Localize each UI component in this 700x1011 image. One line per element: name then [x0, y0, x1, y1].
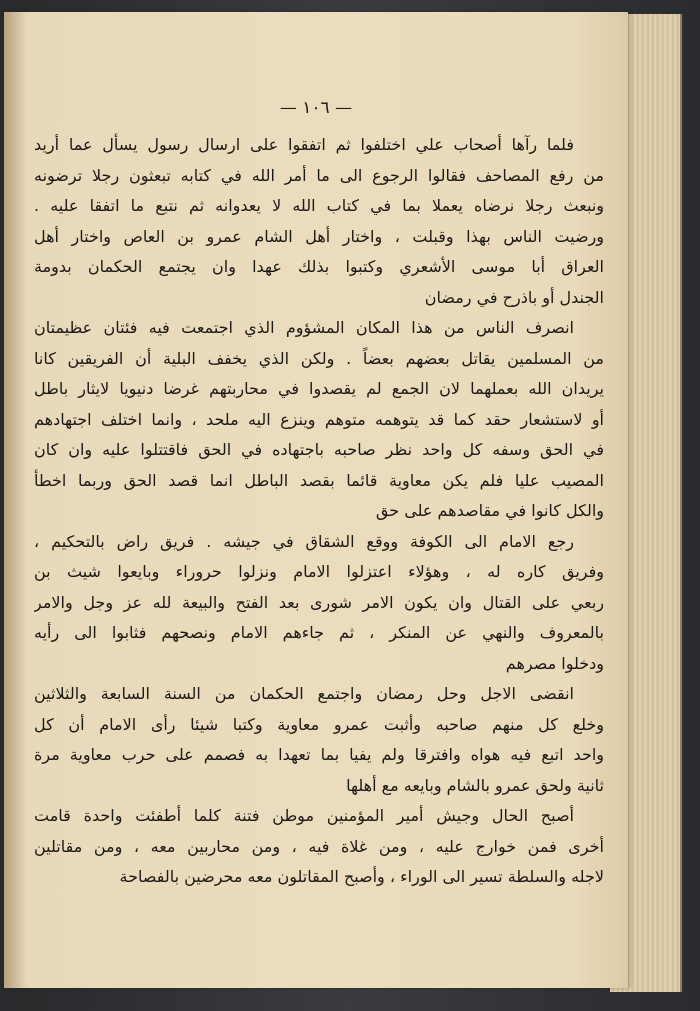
- text-line: وفريق كاره له ، وهؤلاء اعتزلوا الامام ونزلوا حروراء وبايعوا شيث بن: [34, 562, 604, 581]
- page-number: — ١٠٦ —: [279, 98, 353, 118]
- text-line: فلما رآها أصحاب علي اختلفوا ثم اتفقوا على ارسال رسول يسأل عما أريد: [34, 135, 574, 154]
- page-text: [34, 130, 604, 893]
- text-line: انقضى الاجل وحل رمضان واجتمع الحكمان من السنة السابعة والثلاثين: [34, 684, 574, 703]
- text-line: الجندل أو باذرح في رمضان: [424, 287, 604, 307]
- text-line: ربعي على القتال وان يكون الامر شورى بعد الفتح والبيعة لله عز وجل والامر: [34, 592, 604, 612]
- text-line: العراق أبا موسى الأشعري وكتبوا بذلك عهدا وان يجتمع الحكمان بدومة: [34, 257, 604, 276]
- text-line: أخرى فمن خوارج عليه ، ومن غلاة فيه ، ومن محاربين معه ، ومن مقاتلين: [34, 836, 604, 856]
- text-line: وخلع كل منهم صاحبه وأثبت عمرو معاوية وكتبا شيئا رأى الامام أن كل: [34, 714, 604, 734]
- text-line: رجع الامام الى الكوفة ووقع الشقاق في جيشه . فريق راض بالتحكيم ،: [34, 531, 574, 551]
- text-line: ونبعث رجلا نرضاه يعملا بما في كتاب الله لا يعدوانه ثم نتبع ما اتفقا عليه .: [34, 196, 604, 215]
- text-line: لاجله والسلطة تسير الى الوراء ، وأصبح المقاتلون معه محرضين بالفصاحة: [119, 867, 604, 886]
- text-line: في الحق وسفه كل واحد نظر صاحبه باجتهاده في الحق فاقتتلوا عليه وان كان: [34, 440, 604, 459]
- text-line: انصرف الناس من هذا المكان المشؤوم الذي اجتمعت فيه فئتان عظيمتان: [34, 318, 574, 337]
- text-line: أصبح الحال وجيش أمير المؤمنين موطن فتنة كلما أطفئت واحدة قامت: [34, 806, 574, 825]
- text-line: واحد اتبع فيه هواه وافترقا ولم يفيا بما تعهدا به فصمم على حرب معاوية مرة: [34, 745, 604, 764]
- text-line: من المسلمين يقاتل بعضهم بعضاً . ولكن الذي يخفف البلية أن الفريقين كانا: [34, 348, 604, 368]
- text-line: ودخلوا مصرهم: [505, 653, 604, 673]
- text-line: ورضيت الناس بهذا وقبلت ، واختار أهل الشام عمرو بن العاص واختار أهل: [34, 226, 604, 246]
- spine-shadow: [4, 12, 26, 988]
- text-line: من رفع المصاحف فقالوا الرجوع الى ما أمر الله في كتابه تبعثون رجلا ترضونه: [34, 165, 604, 185]
- text-line: ثانية ولحق عمرو بالشام وبايعه مع أهلها: [346, 775, 604, 795]
- book-page: [4, 12, 628, 988]
- text-line: والكل كانوا في مقاصدهم على حق: [375, 501, 604, 520]
- text-line: أو لاستشعار حقد كما قد يتوهمه متوهم وينزع اليه ملحد ، وانما اختلف اجتهادهم: [34, 409, 604, 429]
- text-line: المصيب عليا فلم يكن معاوية قائما بقصد الباطل انما قصد الحق وربما اخطأ: [34, 470, 604, 490]
- text-line: بالمعروف والنهي عن المنكر ، ثم جاءهم الامام ونصحهم فثابوا الى رأيه: [34, 623, 604, 642]
- text-line: يريدان الله بعملهما لان الجمع لم يقصدوا في محاربتهم غرضا دنيويا لايثار باطل: [34, 379, 604, 398]
